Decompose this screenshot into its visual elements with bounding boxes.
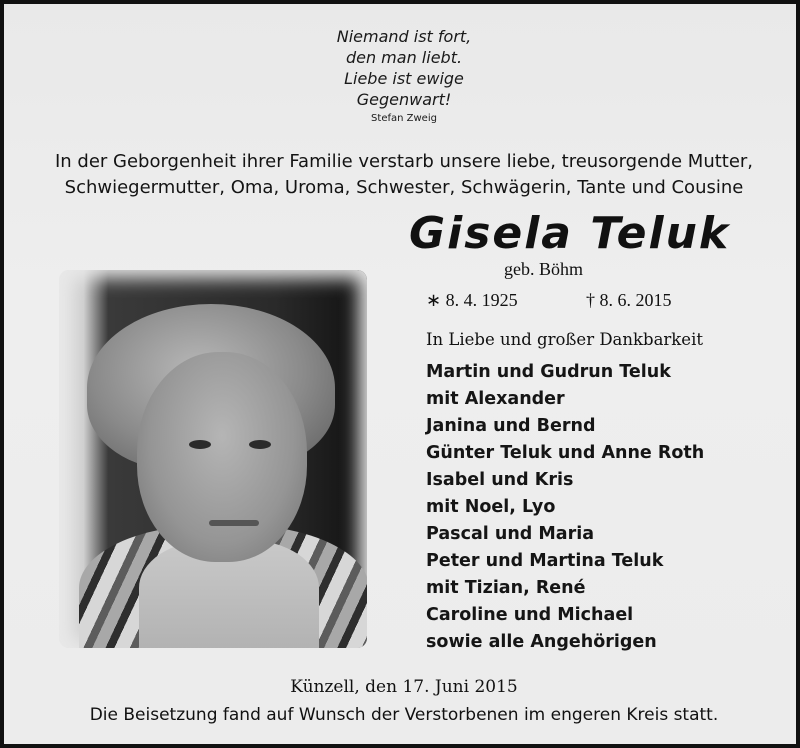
burial-note: Die Beisetzung fand auf Wunsch der Verstorbenen im engeren Kreis statt.	[89, 705, 719, 725]
birth-date: ∗ 8. 4. 1925	[426, 290, 518, 310]
family-member: Günter Teluk und Anne Roth	[426, 443, 705, 463]
photo-eye	[249, 440, 271, 449]
family-member: Isabel und Kris	[426, 470, 574, 490]
family-list	[426, 359, 704, 656]
quote-line: Niemand ist fort,	[336, 27, 472, 46]
deceased-name: Gisela Teluk	[409, 208, 731, 259]
intro-text	[4, 149, 800, 201]
photo-face	[137, 352, 307, 562]
place-date: Künzell, den 17. Juni 2015	[290, 677, 518, 697]
family-member: mit Noel, Lyo	[426, 497, 556, 517]
family-member: mit Alexander	[426, 389, 565, 409]
photo-eye	[189, 440, 211, 449]
portrait-photo	[59, 270, 367, 648]
family-member: Janina und Bernd	[426, 416, 596, 436]
family-member: Peter und Martina Teluk	[426, 551, 664, 571]
photo-mouth	[209, 520, 259, 526]
intro-line: In der Geborgenheit ihrer Familie verstarb unsere liebe, treusorgende Mutter,	[54, 151, 754, 172]
intro-line: Schwiegermutter, Oma, Uroma, Schwester, Schwägerin, Tante und Cousine	[64, 177, 744, 198]
quote-line: Liebe ist ewige	[344, 69, 464, 88]
family-member: Pascal und Maria	[426, 524, 595, 544]
family-member: Martin und Gudrun Teluk	[426, 362, 671, 382]
birth-name: geb. Böhm	[504, 259, 583, 279]
family-member: Caroline und Michael	[426, 605, 634, 625]
family-member: sowie alle Angehörigen	[426, 632, 657, 652]
family-member: mit Tizian, René	[426, 578, 586, 598]
quote-author: Stefan Zweig	[371, 113, 437, 124]
death-date: † 8. 6. 2015	[586, 290, 672, 310]
quote-line: Gegenwart!	[356, 90, 452, 109]
quote-line: den man liebt.	[345, 48, 463, 67]
memorial-quote	[4, 26, 800, 128]
thanks-line: In Liebe und großer Dankbarkeit	[426, 330, 703, 349]
